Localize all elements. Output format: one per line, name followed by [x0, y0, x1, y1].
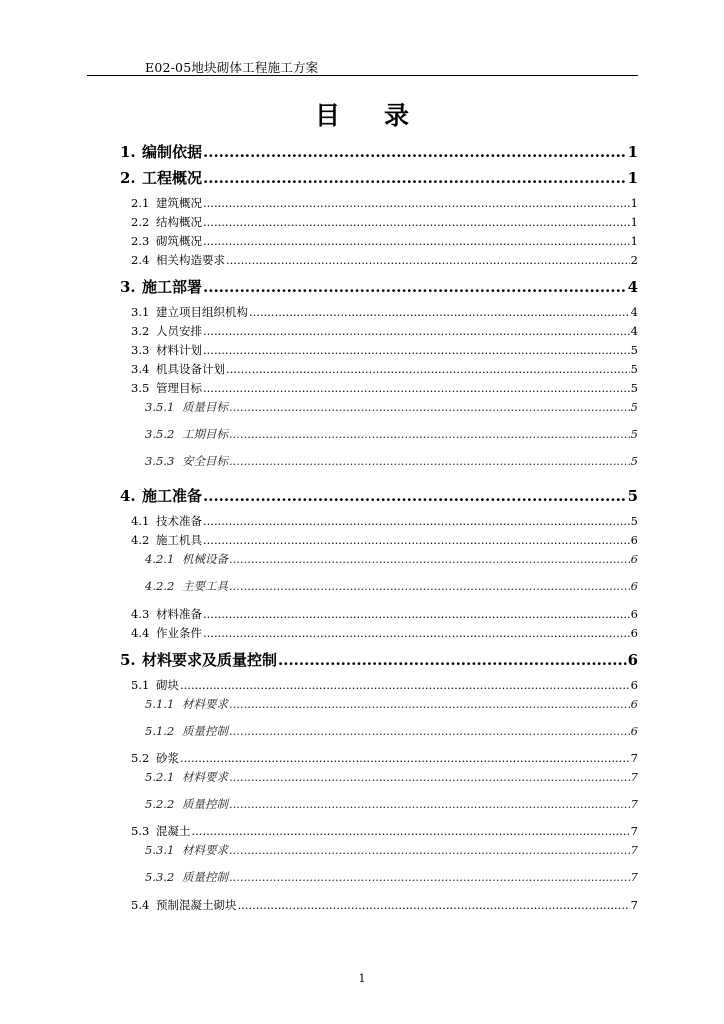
toc-entry-number: 2.1 — [131, 196, 150, 210]
toc-entry-number: 5.4 — [131, 898, 150, 912]
toc-entry-title: 质量控制 — [182, 797, 228, 811]
toc-entry-page: 6 — [630, 697, 638, 711]
toc-entry[interactable] — [145, 399, 638, 415]
toc-entry-title: 主要工具 — [182, 579, 228, 593]
toc-entry[interactable] — [131, 342, 638, 358]
page-number: 1 — [358, 972, 366, 985]
toc-entry[interactable] — [145, 426, 638, 442]
toc-entry-number: 2.4 — [131, 253, 150, 267]
toc-entry-title: 预制混凝土砌块 — [156, 898, 237, 912]
toc-entry[interactable] — [120, 167, 638, 188]
toc-entry-number: 4. — [120, 487, 136, 505]
toc-entry[interactable] — [131, 195, 638, 211]
toc-entry-title: 施工机具 — [156, 533, 202, 547]
toc-entry[interactable] — [145, 453, 638, 469]
toc-entry-number: 3. — [120, 278, 136, 296]
toc-entry[interactable] — [145, 796, 638, 812]
title-char-1: 目 — [314, 101, 340, 130]
toc-entry-number: 3.4 — [131, 362, 150, 376]
toc-entry-title: 质量控制 — [182, 724, 228, 738]
toc-entry-page: 7 — [630, 843, 638, 857]
toc-entry-page: 7 — [630, 824, 638, 838]
toc-entry-page: 5 — [630, 343, 638, 357]
toc-entry-page: 7 — [630, 770, 638, 784]
toc-entry-page: 5 — [627, 487, 638, 505]
toc-entry-page: 5 — [630, 400, 638, 414]
toc-entry-title: 材料要求及质量控制 — [142, 651, 278, 669]
toc-entry-title: 砌块 — [156, 678, 179, 692]
toc-entry-number: 4.2.2 — [145, 579, 175, 593]
toc-entry-number: 3.3 — [131, 343, 150, 357]
toc-entry-title: 机具设备计划 — [156, 362, 225, 376]
toc-entry[interactable] — [120, 141, 638, 162]
toc-entry-number: 5.3 — [131, 824, 150, 838]
toc-entry-title: 砌筑概况 — [156, 234, 202, 248]
toc-entry-number: 1. — [120, 143, 136, 161]
toc-entry-title: 人员安排 — [156, 324, 202, 338]
toc-entry-title: 质量目标 — [182, 400, 228, 414]
toc-entry-title: 工期目标 — [182, 427, 228, 441]
toc-entry-number: 3.5.3 — [145, 454, 175, 468]
toc-entry[interactable] — [131, 252, 638, 268]
toc-entry-number: 2. — [120, 169, 136, 187]
toc-entry-page: 1 — [627, 169, 638, 187]
toc-entry[interactable] — [145, 551, 638, 567]
toc-entry-number: 3.1 — [131, 305, 150, 319]
toc-entry-page: 6 — [627, 651, 638, 669]
toc-entry-number: 3.5.1 — [145, 400, 175, 414]
toc-entry-title: 混凝土 — [156, 824, 191, 838]
toc-entry[interactable] — [145, 578, 638, 594]
toc-entry-number: 3.5.2 — [145, 427, 175, 441]
toc-entry-number: 5.1.2 — [145, 724, 175, 738]
toc-entry-page: 6 — [630, 552, 638, 566]
toc-entry-number: 4.1 — [131, 514, 150, 528]
toc-entry[interactable] — [131, 323, 638, 339]
toc-entry-number: 5.2.1 — [145, 770, 175, 784]
toc-entry-number: 4.4 — [131, 626, 150, 640]
toc-entry-page: 5 — [630, 514, 638, 528]
toc-entry-title: 建筑概况 — [156, 196, 202, 210]
toc-entry-number: 5.2.2 — [145, 797, 175, 811]
toc-entry[interactable] — [145, 869, 638, 885]
toc-entry-title: 技术准备 — [156, 514, 202, 528]
toc-entry[interactable] — [131, 233, 638, 249]
toc-entry-title: 材料准备 — [156, 607, 202, 621]
toc-entry[interactable] — [131, 532, 638, 548]
toc-entry[interactable] — [131, 214, 638, 230]
toc-entry-number: 3.2 — [131, 324, 150, 338]
toc-entry-number: 3.5 — [131, 381, 150, 395]
toc-entry-title: 施工准备 — [142, 487, 203, 505]
toc-entry-number: 4.2.1 — [145, 552, 175, 566]
toc-entry[interactable] — [131, 625, 638, 641]
toc-entry-page: 7 — [630, 870, 638, 884]
toc-entry[interactable] — [145, 696, 638, 712]
toc-entry-number: 5.3.2 — [145, 870, 175, 884]
toc-entry[interactable] — [131, 606, 638, 622]
toc-entry-page: 6 — [630, 626, 638, 640]
toc-entry-page: 4 — [630, 324, 638, 338]
toc-entry-page: 6 — [630, 607, 638, 621]
toc-entry-page: 2 — [630, 253, 638, 267]
toc-entry-title: 工程概况 — [142, 169, 203, 187]
toc-entry[interactable] — [145, 842, 638, 858]
toc-entry[interactable] — [120, 649, 638, 670]
toc-entry-page: 5 — [630, 362, 638, 376]
toc-entry-title: 相关构造要求 — [156, 253, 225, 267]
toc-entry[interactable] — [120, 276, 638, 297]
toc-entry-page: 7 — [630, 751, 638, 765]
toc-entry-page: 7 — [630, 797, 638, 811]
toc-entry-title: 安全目标 — [182, 454, 228, 468]
toc-entry-page: 1 — [630, 215, 638, 229]
toc-entry-page: 5 — [630, 381, 638, 395]
toc-entry-page: 6 — [630, 678, 638, 692]
toc-entry[interactable] — [131, 750, 638, 766]
title-char-2: 录 — [384, 101, 410, 130]
toc-entry-number: 5.3.1 — [145, 843, 175, 857]
toc-entry-title: 材料要求 — [182, 770, 228, 784]
toc-entry[interactable] — [131, 304, 638, 320]
toc-entry-number: 4.2 — [131, 533, 150, 547]
toc-entry-page: 4 — [627, 278, 638, 296]
toc-entry-title: 机械设备 — [182, 552, 228, 566]
toc-entry-title: 作业条件 — [156, 626, 202, 640]
toc-entry-number: 5.1 — [131, 678, 150, 692]
toc-entry-page: 6 — [630, 533, 638, 547]
toc-entry[interactable] — [145, 769, 638, 785]
toc-entry-title: 材料计划 — [156, 343, 202, 357]
toc-entry-title: 施工部署 — [142, 278, 203, 296]
toc-entry-page: 5 — [630, 454, 638, 468]
toc-entry-title: 结构概况 — [156, 215, 202, 229]
toc-entry[interactable] — [131, 897, 638, 913]
toc-entry-number: 5.2 — [131, 751, 150, 765]
toc-entry-title: 编制依据 — [142, 143, 203, 161]
toc-entry[interactable] — [131, 677, 638, 693]
toc-entry-number: 2.3 — [131, 234, 150, 248]
toc-entry[interactable] — [145, 723, 638, 739]
toc-entry[interactable] — [131, 361, 638, 377]
toc-entry-page: 1 — [630, 234, 638, 248]
toc-entry-number: 5.1.1 — [145, 697, 175, 711]
toc-entry-number: 2.2 — [131, 215, 150, 229]
toc-entry[interactable] — [120, 485, 638, 506]
toc-entry-title: 材料要求 — [182, 697, 228, 711]
toc-entry[interactable] — [131, 513, 638, 529]
toc-entry-title: 材料要求 — [182, 843, 228, 857]
toc-entry-page: 1 — [630, 196, 638, 210]
toc-entry-page: 1 — [627, 143, 638, 161]
toc-entry-title: 砂浆 — [156, 751, 179, 765]
toc-entry[interactable] — [131, 380, 638, 396]
toc-entry-page: 6 — [630, 579, 638, 593]
toc-entry-page: 7 — [630, 898, 638, 912]
toc-entry-page: 5 — [630, 427, 638, 441]
toc-entry-number: 5. — [120, 651, 136, 669]
toc-entry-number: 4.3 — [131, 607, 150, 621]
toc-entry-title: 管理目标 — [156, 381, 202, 395]
toc-entry-page: 4 — [630, 305, 638, 319]
toc-entry-title: 质量控制 — [182, 870, 228, 884]
toc-entry-title: 建立项目组织机构 — [156, 305, 248, 319]
toc-entry[interactable] — [131, 823, 638, 839]
document-header: E02-05地块砌体工程施工方案 — [145, 60, 319, 75]
toc-entry-page: 6 — [630, 724, 638, 738]
